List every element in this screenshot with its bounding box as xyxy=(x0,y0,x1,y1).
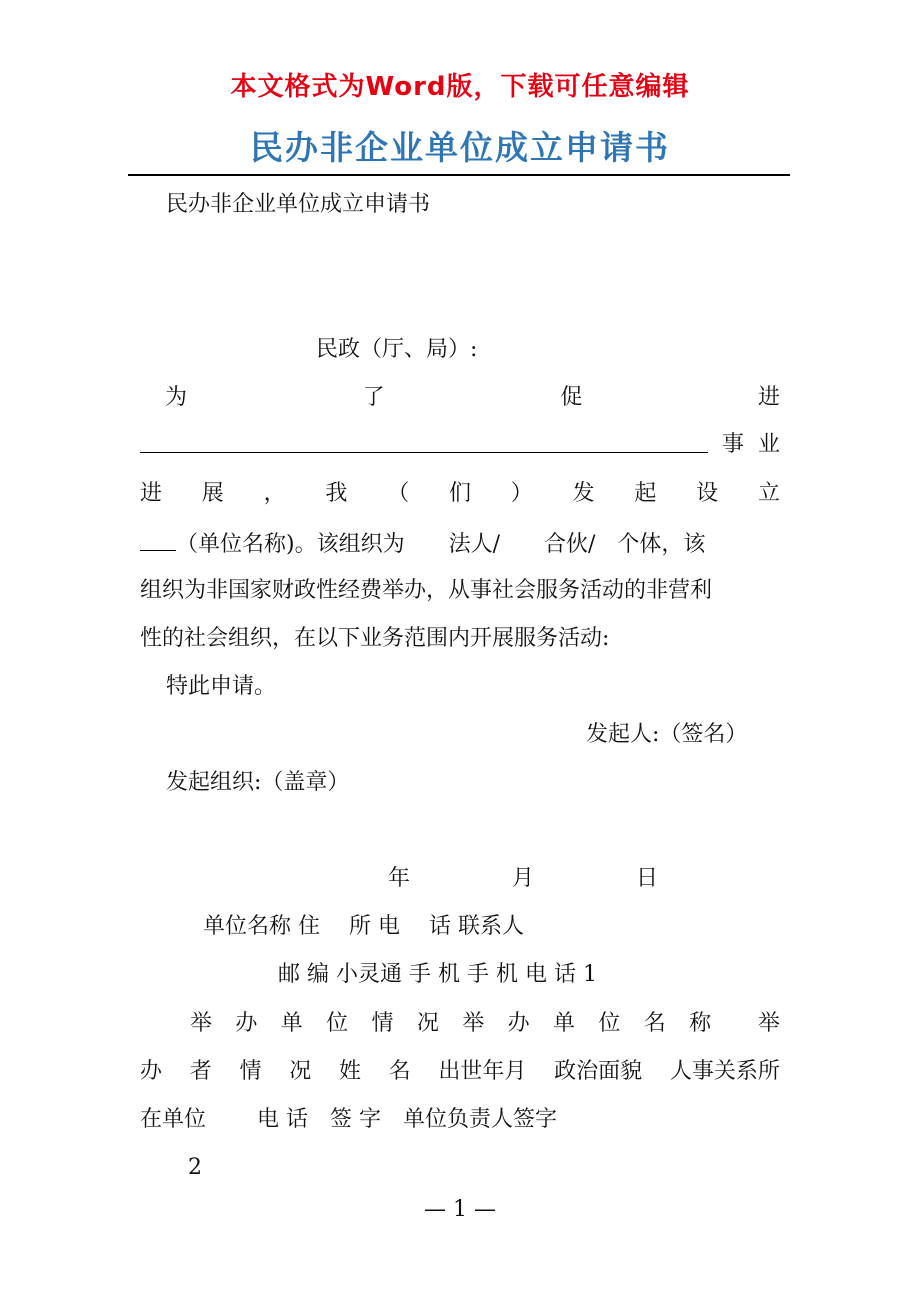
word: 举 xyxy=(757,1011,780,1036)
word: 者 xyxy=(189,1059,212,1084)
fill-in-blank[interactable] xyxy=(140,430,708,453)
word: 起 xyxy=(634,481,657,506)
table-row-2: 邮 编 小灵通 手 机 手 机 电 话 1 xyxy=(278,962,597,987)
body-line-2-tail xyxy=(722,430,780,460)
word: 名 xyxy=(388,1059,411,1084)
word: 办 xyxy=(140,1059,163,1084)
word: 办 xyxy=(507,1011,530,1036)
word: 进 xyxy=(140,481,163,506)
word: 事 xyxy=(722,432,745,457)
word: 情 xyxy=(239,1059,262,1084)
word: ， xyxy=(263,481,286,506)
word: 情 xyxy=(371,1011,394,1036)
word: 单 xyxy=(553,1011,576,1036)
word: 了 xyxy=(362,385,385,410)
body-line-5: 组织为非国家财政性经费举办，从事社会服务活动的非营利 xyxy=(140,578,713,603)
word: 促 xyxy=(560,385,583,410)
page-number: — 1 — xyxy=(424,1197,496,1222)
sponsor-signature: 发起人:（签名） xyxy=(586,722,748,747)
title-divider xyxy=(128,174,790,176)
word: （ xyxy=(387,481,410,506)
date-year: 年 xyxy=(388,866,411,891)
body-line-4-text: （单位名称)。该组织为 法人/ 合伙/ 个体，该 xyxy=(176,532,706,557)
unit-name-blank[interactable] xyxy=(140,528,176,551)
word: 单 xyxy=(280,1011,303,1036)
table-row-5: 在单位 电 话 签 字 单位负责人签字 xyxy=(140,1107,557,1132)
word: 们 xyxy=(448,481,471,506)
word: 况 xyxy=(416,1011,439,1036)
word: 业 xyxy=(757,432,780,457)
table-row-1: 单位名称 住 所 电 话 联系人 xyxy=(203,914,524,939)
table-row-6: 2 xyxy=(188,1155,202,1180)
body-line-1 xyxy=(165,383,780,413)
word: 发 xyxy=(572,481,595,506)
word: 为 xyxy=(165,385,188,410)
body-line-4 xyxy=(140,528,705,560)
body-line-6: 性的社会组织，在以下业务范围内开展服务活动: xyxy=(140,626,610,651)
body-line-2 xyxy=(140,430,708,462)
word: 展 xyxy=(201,481,224,506)
word: 名 xyxy=(643,1011,666,1036)
word: 位 xyxy=(598,1011,621,1036)
word: 立 xyxy=(757,481,780,506)
body-line-3 xyxy=(140,479,780,509)
word: 设 xyxy=(696,481,719,506)
word: 政治面貌 xyxy=(554,1059,643,1084)
date-month: 月 xyxy=(512,866,535,891)
word: 举 xyxy=(190,1011,213,1036)
document-subtitle: 民办非企业单位成立申请书 xyxy=(166,192,431,217)
word: 况 xyxy=(289,1059,312,1084)
word: 我 xyxy=(325,481,348,506)
date-day: 日 xyxy=(636,866,659,891)
salutation: 民政（厅、局）: xyxy=(316,337,478,362)
table-row-3 xyxy=(190,1009,780,1039)
word: 位 xyxy=(326,1011,349,1036)
word: 人事关系所 xyxy=(669,1059,780,1084)
word: 举 xyxy=(462,1011,485,1036)
word: ） xyxy=(510,481,533,506)
document-title: 民办非企业单位成立申请书 xyxy=(250,128,670,167)
word: 进 xyxy=(757,385,780,410)
request-line: 特此申请。 xyxy=(166,674,277,699)
word: 出世年月 xyxy=(438,1059,527,1084)
word: 办 xyxy=(235,1011,258,1036)
sponsor-organization-seal: 发起组织:（盖章） xyxy=(166,770,350,795)
format-notice-banner: 本文格式为Word版，下载可任意编辑 xyxy=(230,72,690,102)
word: 称 xyxy=(689,1011,712,1036)
table-row-4 xyxy=(140,1057,780,1087)
word: 姓 xyxy=(338,1059,361,1084)
